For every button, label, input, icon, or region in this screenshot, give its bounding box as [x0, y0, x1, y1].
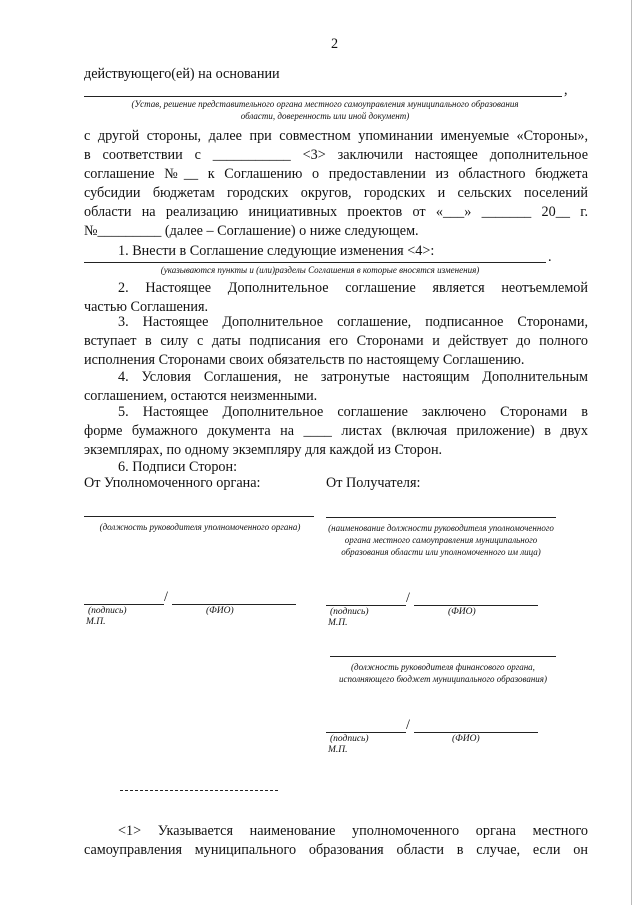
basis-underline	[84, 96, 562, 97]
left-slash: /	[164, 589, 168, 605]
footnote-line-1: <1> Указывается наименование уполномоченного органа местного	[118, 823, 588, 839]
scan-edge	[631, 0, 632, 905]
right-position-line	[326, 517, 556, 518]
item1-underline	[84, 262, 546, 263]
left-position-note: (должность руководителя уполномоченного органа)	[99, 522, 301, 532]
item4-line-2: соглашением, остаются неизменными.	[84, 388, 318, 404]
item1-note: (указываются пункты и (или)разделы Соглашения в которые вносятся изменения)	[160, 265, 480, 275]
right-position-note: (наименование должности руководителя уполномоченного органа местного самоуправления муниципального образования области или уполномоченного им лица)	[328, 523, 554, 557]
paragraph1-line-5: области на реализацию инициативных проектов от «___» _______ 20__ г.	[84, 204, 588, 220]
item5-line-3: экземплярах, по одному экземпляру для каждой из Сторон.	[84, 442, 443, 458]
item5-line-2: форме бумажного документа на ____ листах (включая приложение) в двух	[84, 423, 588, 439]
left-position-line	[84, 516, 314, 517]
footnote-separator	[120, 790, 278, 791]
item5-line-1: 5. Настоящее Дополнительное соглашение заключено Сторонами в	[118, 404, 588, 420]
item1-text: 1. Внести в Соглашение следующие изменения <4>:	[118, 243, 435, 259]
item3-line-2: вступает в силу с даты подписания его Сторонами и действует до полного	[84, 333, 588, 349]
item6-text: 6. Подписи Сторон:	[118, 459, 238, 475]
right-slash: /	[406, 590, 410, 606]
right-sign-line	[326, 605, 406, 606]
paragraph1-line-2: в соответствии с ___________ <3> заключили настоящее дополнительное	[84, 147, 588, 163]
left-fio-label: (ФИО)	[206, 606, 234, 616]
item2-line-2: частью Соглашения.	[84, 299, 209, 315]
basis-line: действующего(ей) на основании	[84, 66, 280, 82]
item3-line-1: 3. Настоящее Дополнительное соглашение, подписанное Сторонами,	[118, 314, 588, 330]
finance-mp: М.П.	[328, 745, 348, 755]
left-signature-heading: От Уполномоченного органа:	[84, 475, 261, 491]
finance-position-line	[330, 656, 556, 657]
finance-slash: /	[406, 717, 410, 733]
footnote-line-2: самоуправления муниципального образования области в случае, если он	[84, 842, 588, 858]
finance-position-note: (должность руководителя финансового органа, исполняющего бюджет муниципального образования)	[338, 662, 547, 684]
finance-sign-line	[326, 732, 406, 733]
left-sign-line	[84, 604, 164, 605]
finance-fio-line	[414, 732, 538, 733]
left-sign-label: (подпись)	[88, 606, 127, 616]
basis-note: (Устав, решение представительного органа местного самоуправления муниципального образования области, доверенность или иной документ)	[131, 99, 519, 121]
item3-line-3: исполнения Сторонами своих обязательств по настоящему Соглашению.	[84, 352, 525, 368]
finance-fio-label: (ФИО)	[452, 734, 480, 744]
page-number: 2	[331, 36, 339, 52]
paragraph1-line-3: соглашение №__ к Соглашению о предоставлении из областного бюджета	[84, 166, 588, 182]
left-fio-line	[172, 604, 296, 605]
paragraph1-line-4: субсидии бюджетам городских округов, городских и сельских поселений	[84, 185, 588, 201]
item4-line-1: 4. Условия Соглашения, не затронутые настоящим Дополнительным	[118, 369, 588, 385]
paragraph1-line-6: №_________ (далее – Соглашение) о ниже следующем.	[84, 223, 419, 239]
basis-comma: ,	[564, 82, 568, 98]
finance-sign-label: (подпись)	[330, 734, 369, 744]
left-mp: М.П.	[86, 617, 106, 627]
item2-line-1: 2. Настоящее Дополнительное соглашение является неотъемлемой	[118, 280, 588, 296]
right-signature-heading: От Получателя:	[326, 475, 421, 491]
item1-dot: .	[548, 249, 552, 265]
right-fio-line	[414, 605, 538, 606]
right-sign-label: (подпись)	[330, 607, 369, 617]
paragraph1-line-1: с другой стороны, далее при совместном упоминании именуемые «Стороны»,	[84, 128, 588, 144]
right-fio-label: (ФИО)	[448, 607, 476, 617]
right-mp: М.П.	[328, 618, 348, 628]
